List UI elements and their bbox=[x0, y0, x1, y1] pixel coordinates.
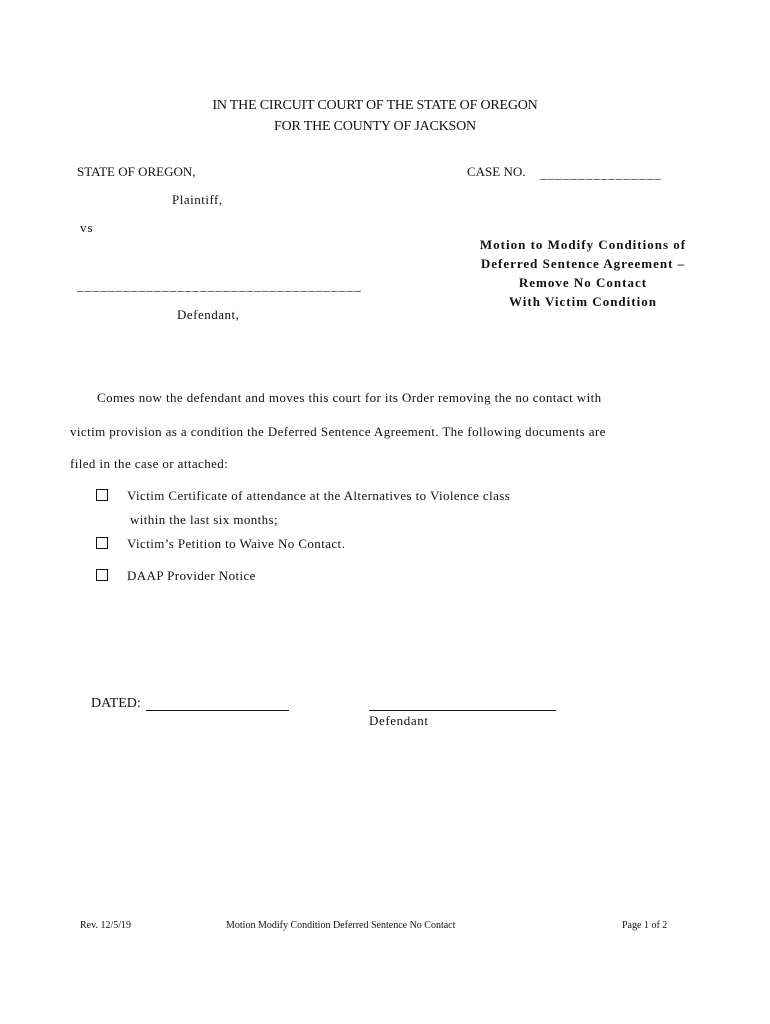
footer-form-title: Motion Modify Condition Deferred Sentence No Contact bbox=[226, 920, 456, 931]
checkbox-victim-certificate[interactable] bbox=[96, 489, 108, 501]
footer-revision: Rev. 12/5/19 bbox=[80, 920, 132, 931]
motion-title-line4: With Victim Condition bbox=[509, 294, 657, 309]
body-line1: Comes now the defendant and moves this court for its Order removing the no contact with bbox=[97, 390, 602, 405]
court-county-line2: FOR THE COUNTY OF JACKSON bbox=[274, 119, 476, 134]
defendant-name-blank[interactable]: _____________________________________ bbox=[77, 278, 362, 293]
motion-title bbox=[455, 235, 711, 311]
versus-label: vs bbox=[80, 220, 94, 235]
motion-title-line1: Motion to Modify Conditions of bbox=[479, 237, 687, 252]
defendant-label: Defendant, bbox=[177, 307, 240, 322]
body-line2: victim provision as a condition the Deferred Sentence Agreement. The following documents are bbox=[70, 424, 606, 439]
body-line3: filed in the case or attached: bbox=[70, 456, 229, 471]
dated-signature-line[interactable] bbox=[146, 710, 289, 711]
case-number-label: CASE NO. bbox=[467, 164, 526, 179]
case-number-blank[interactable]: ________________ bbox=[540, 166, 662, 181]
court-name-line1: IN THE CIRCUIT COURT OF THE STATE OF OREGON bbox=[212, 98, 538, 113]
checklist-item-victim-certificate-cont: within the last six months; bbox=[130, 512, 279, 527]
motion-title-line2: Deferred Sentence Agreement – bbox=[480, 256, 686, 271]
checklist-item-victim-certificate: Victim Certificate of attendance at the Alternatives to Violence class bbox=[127, 488, 511, 503]
plaintiff-name: STATE OF OREGON, bbox=[77, 164, 196, 179]
defendant-signature-line[interactable] bbox=[369, 710, 556, 711]
defendant-signature-label: Defendant bbox=[369, 713, 429, 728]
dated-label: DATED: bbox=[91, 696, 141, 711]
checklist-item-daap-notice: DAAP Provider Notice bbox=[127, 568, 256, 583]
checkbox-daap-notice[interactable] bbox=[96, 569, 108, 581]
plaintiff-label: Plaintiff, bbox=[172, 192, 223, 207]
checklist-item-victim-petition: Victim’s Petition to Waive No Contact. bbox=[127, 536, 346, 551]
motion-title-line3: Remove No Contact bbox=[518, 275, 648, 290]
footer-page-number: Page 1 of 2 bbox=[622, 920, 668, 931]
checkbox-victim-petition[interactable] bbox=[96, 537, 108, 549]
